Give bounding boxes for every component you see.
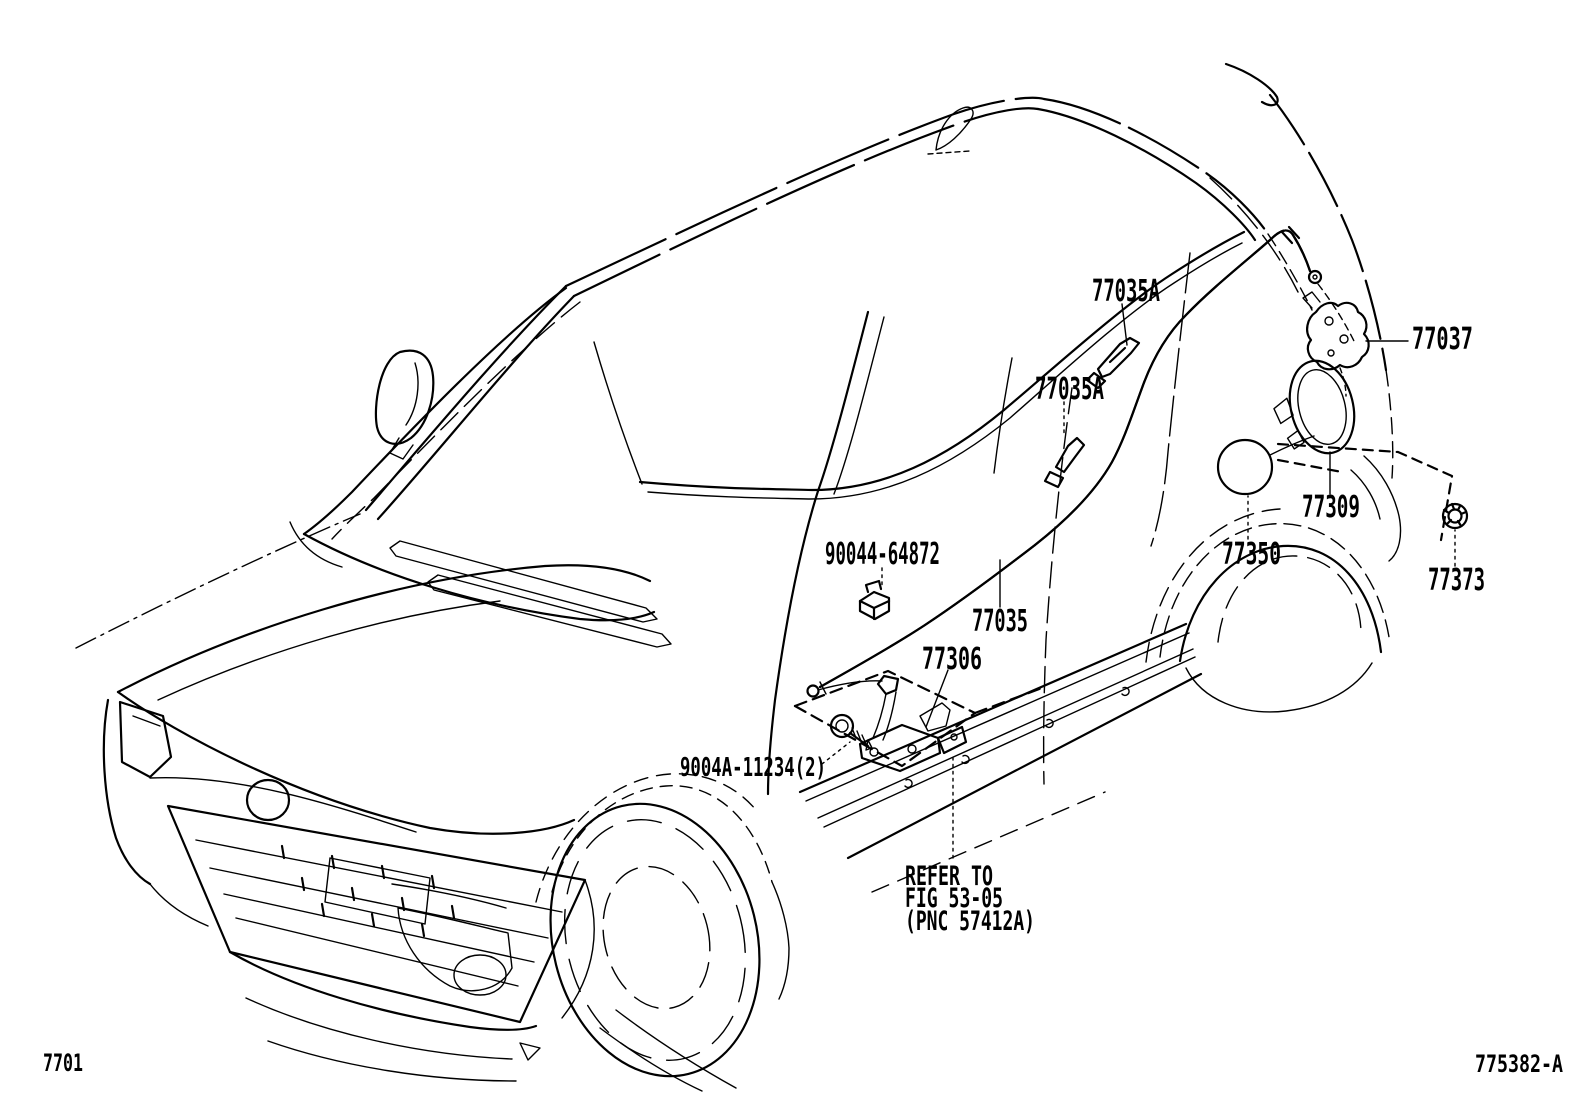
rear-wheel-drawing: [1146, 456, 1401, 712]
callout-77309-label: 77309: [1302, 490, 1360, 525]
callout-labels: [680, 274, 1485, 937]
reference-note-line-1: REFER TO: [905, 861, 993, 892]
cable-end-fitting: [1309, 271, 1321, 283]
figure-number: 775382-A: [1475, 1050, 1564, 1078]
callout-77035-label: 77035: [972, 604, 1028, 639]
callout-77035a-upper-label: 77035A: [1092, 274, 1160, 309]
callout-77035a-lower-label: 77035A: [1035, 372, 1104, 407]
reference-note-line-3: (PNC 57412A): [905, 906, 1035, 937]
page-number: 7701: [43, 1049, 83, 1077]
wiper-blade: [428, 575, 671, 647]
fog-lamp: [454, 955, 506, 995]
cable-clamp-part: [860, 581, 889, 619]
fuel-lid-opening-circle: [1218, 440, 1272, 494]
callout-90044-64872-label: 90044-64872: [825, 537, 940, 572]
filler-pipe-support-part: [1303, 292, 1369, 396]
callout-77306-label: 77306: [922, 642, 982, 677]
callout-9004a-11234-label: 9004A-11234(2): [680, 753, 826, 783]
callout-77037-label: 77037: [1412, 322, 1473, 357]
reference-note-line-2: FIG 53-05: [905, 883, 1003, 914]
callout-77373-label: 77373: [1428, 563, 1485, 598]
brand-emblem-icon: [247, 780, 289, 820]
callout-leader-lines: [822, 304, 1455, 858]
front-fascia-drawing: [104, 700, 594, 1081]
left-headlamp: [120, 702, 171, 777]
callout-77350-label: 77350: [1222, 537, 1281, 572]
vehicle-body-outline-drawing: [76, 64, 1393, 834]
cable-start-fitting: [808, 686, 819, 697]
